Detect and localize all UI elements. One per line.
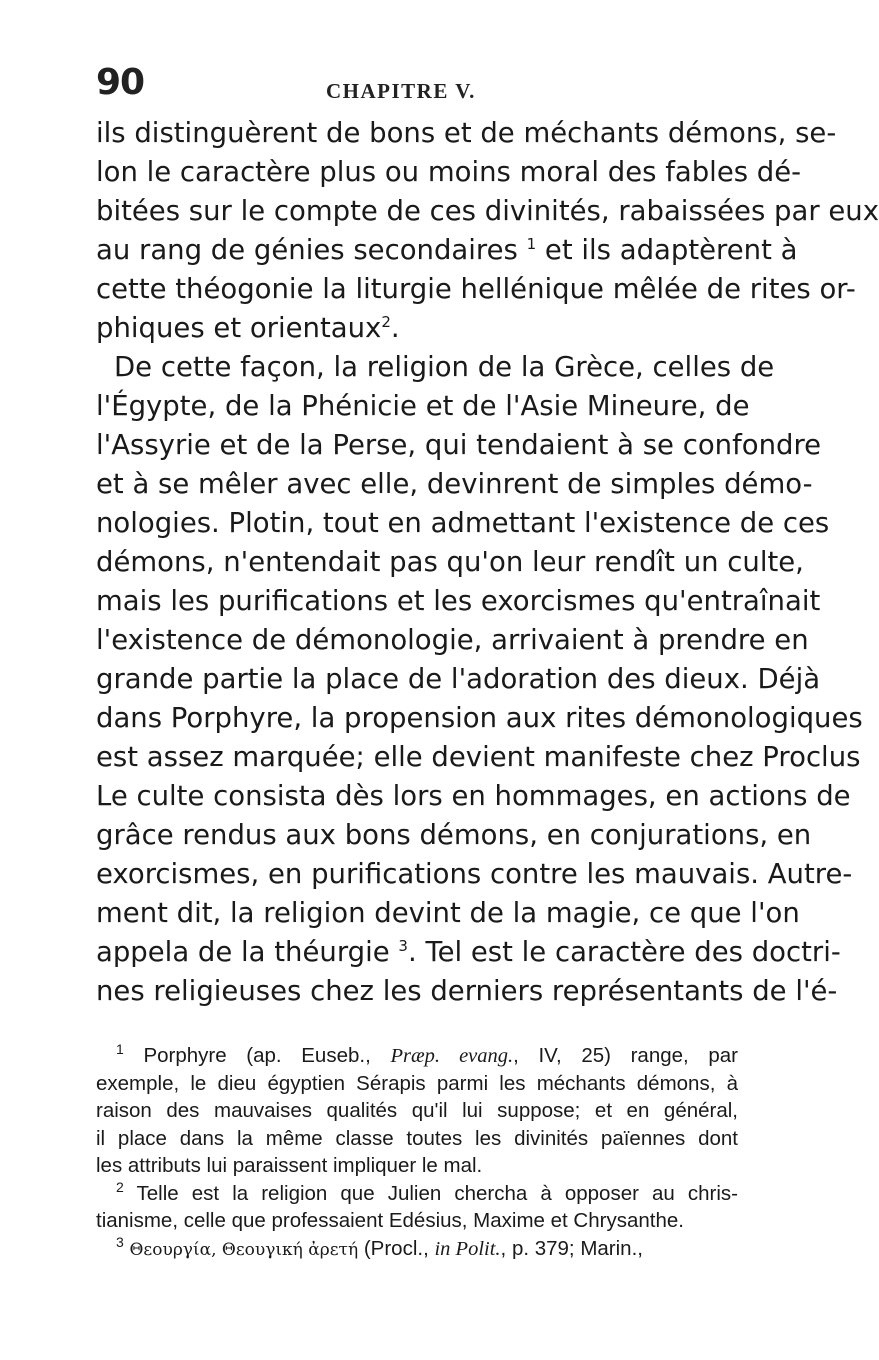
- text-fragment: et ils adaptèrent à: [544, 234, 798, 266]
- footnote-number: 3: [116, 1233, 124, 1250]
- footnote-ref: 3: [398, 936, 408, 955]
- text-line: nologies. Plotin, tout en admettant l'existence de ces: [96, 507, 830, 539]
- text-fragment: phiques et orientaux: [96, 312, 382, 344]
- page-number: 90: [96, 62, 145, 103]
- footnote-text: , IV, 25) range, par: [513, 1044, 738, 1067]
- text-line: [96, 309, 738, 348]
- text-line: grande partie la place de l'adoration des dieux. Déjà: [96, 663, 821, 695]
- text-line: cette théogonie la liturgie hellénique mêlée de rites or-: [96, 273, 856, 305]
- text-line: mais les purifications et les exorcismes qu'entraînait: [96, 585, 821, 617]
- text-fragment: au rang de génies secondaires: [96, 234, 518, 266]
- text-line: nes religieuses chez les derniers représentants de l'é-: [96, 975, 838, 1007]
- footnote-line: raison des mauvaises qualités qu'il lui suppose; et en général,: [96, 1099, 738, 1122]
- text-line: De cette façon, la religion de la Grèce, celles de: [114, 351, 775, 383]
- text-fragment: .: [390, 312, 400, 344]
- text-line: l'existence de démonologie, arrivaient à prendre en: [96, 624, 809, 656]
- page-header: [96, 62, 736, 112]
- footnote-text: (Procl.,: [358, 1236, 429, 1260]
- text-line: et à se mêler avec elle, devinrent de simples démo-: [96, 468, 813, 500]
- text-line: bitées sur le compte de ces divinités, rabaissées par eux: [96, 195, 879, 227]
- footnote-line: exemple, le dieu égyptien Sérapis parmi les méchants démons, à: [96, 1071, 738, 1095]
- text-line: [96, 933, 841, 972]
- footnote-2: [96, 1180, 738, 1208]
- greek-terms: Θεουργία, Θεουγική ἀρετή: [129, 1239, 359, 1260]
- text-line: exorcismes, en purifications contre les mauvais. Autre-: [96, 858, 853, 890]
- text-line: dans Porphyre, la propension aux rites démonologiques: [96, 702, 863, 734]
- footnote-line: il place dans la même classe toutes les divinités païennes dont: [96, 1126, 738, 1150]
- text-line: grâce rendus aux bons démons, en conjurations, en: [96, 819, 812, 851]
- text-line: est assez marquée; elle devient manifeste chez Proclus: [96, 741, 861, 773]
- footnote-line: tianisme, celle que professaient Edésius, Maxime et Chrysanthe.: [96, 1209, 684, 1232]
- text-line: l'Égypte, de la Phénicie et de l'Asie Mineure, de: [96, 390, 750, 422]
- cited-work: Præp. evang.: [390, 1045, 514, 1067]
- text-fragment: . Tel est le caractère des doctri-: [407, 936, 841, 968]
- footnotes: [96, 1042, 738, 1262]
- footnote-ref: 2: [381, 312, 391, 331]
- text-line: Le culte consista dès lors en hommages, en actions de: [96, 780, 851, 812]
- footnote-number: 2: [116, 1178, 124, 1195]
- running-title: CHAPITRE V.: [326, 79, 476, 103]
- text-line: démons, n'entendait pas qu'on leur rendît un culte,: [96, 546, 804, 578]
- text-line: [96, 231, 798, 270]
- text-line: l'Assyrie et de la Perse, qui tendaient à se confondre: [96, 429, 822, 461]
- footnote-3: [96, 1235, 738, 1263]
- footnote-text: Porphyre (ap. Euseb.,: [143, 1044, 371, 1067]
- text-line: ils distinguèrent de bons et de méchants démons, se-: [96, 117, 837, 149]
- footnote-line: les attributs lui paraissent impliquer le mal.: [96, 1154, 483, 1177]
- text-line: lon le caractère plus ou moins moral des fables dé-: [96, 156, 802, 188]
- text-fragment: appela de la théurgie: [96, 936, 390, 968]
- text-line: ment dit, la religion devint de la magie, ce que l'on: [96, 897, 800, 929]
- footnote-ref: 1: [526, 234, 537, 253]
- footnote-text: Telle est la religion que Julien chercha à opposer au chris-: [136, 1181, 738, 1205]
- footnote-1: [96, 1042, 738, 1070]
- main-text: [96, 114, 879, 1011]
- footnote-text: , p. 379; Marin.,: [500, 1236, 643, 1260]
- cited-work: in Polit.: [434, 1237, 501, 1260]
- footnote-number: 1: [116, 1041, 124, 1058]
